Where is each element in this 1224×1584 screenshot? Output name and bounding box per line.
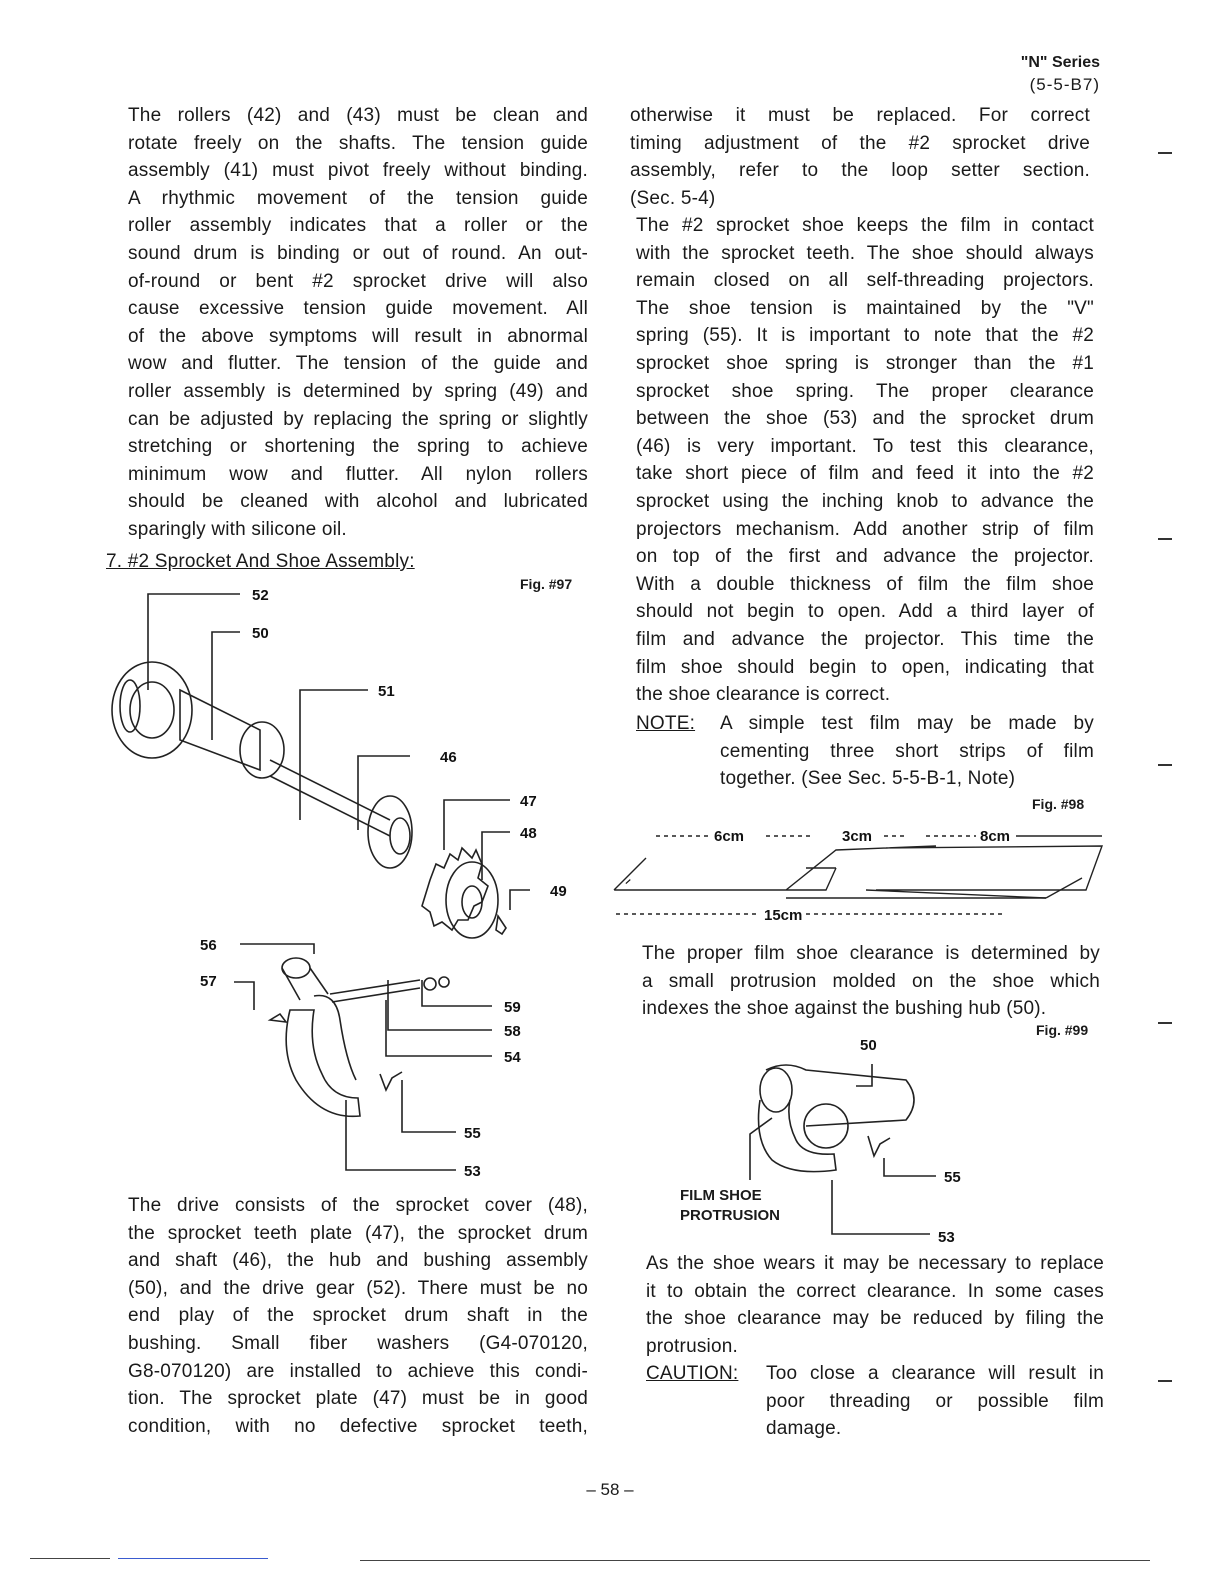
text-line: The #2 sprocket shoe keeps the film in contact <box>636 215 1094 236</box>
dim-6cm: 6cm <box>714 828 745 845</box>
text-line: tion. The sprocket plate (47) must be in good <box>128 1388 588 1410</box>
caution-block <box>646 1360 1104 1443</box>
bottom-rule <box>360 1560 1150 1561</box>
margin-mark <box>1158 1380 1172 1382</box>
text-line: The rollers (42) and (43) must be clean and <box>128 105 588 126</box>
dim-8cm: 8cm <box>980 828 1011 845</box>
leader-55 <box>402 1080 456 1132</box>
section-code: (5-5-B7) <box>1029 75 1100 94</box>
text-line: cementing three short strips of film <box>720 740 1094 762</box>
text-line: damage. <box>766 1418 842 1440</box>
text-line: timing adjustment of the #2 sprocket drive <box>630 132 1090 154</box>
text-line: (Sec. 5-4) <box>630 187 716 209</box>
callout-59: 59 <box>504 999 521 1016</box>
text-line: take short piece of film and feed it into the #2 <box>636 463 1094 485</box>
text-line: should be cleaned with alcohol and lubricated <box>128 491 588 513</box>
callout-47: 47 <box>520 793 537 810</box>
callout-53: 53 <box>464 1163 481 1180</box>
callout-54: 54 <box>504 1049 521 1066</box>
text-line: of the above symptoms will result in abnormal <box>128 325 588 347</box>
text-line: minimum wow and flutter. All nylon rollers <box>128 463 588 485</box>
callout-55: 55 <box>464 1125 481 1142</box>
text-line: wow and flutter. The tension of the guide and <box>128 353 588 375</box>
right-paragraph-2 <box>636 212 1094 709</box>
callout-48: 48 <box>520 825 537 842</box>
text-line: assembly (41) must pivot freely without binding. <box>128 160 588 182</box>
bottom-rule <box>30 1558 110 1559</box>
leader-47 <box>444 800 510 850</box>
leader-54 <box>386 1000 492 1056</box>
text-line: rotate freely on the shafts. The tension guide <box>128 132 588 154</box>
text-line: and shaft (46), the hub and bushing assembly <box>128 1250 588 1272</box>
callout-53: 53 <box>938 1229 955 1246</box>
text-line: sparingly with silicone oil. <box>128 518 347 540</box>
text-line: projectors mechanism. Add another strip of film <box>636 518 1094 540</box>
v-spring <box>868 1136 890 1156</box>
left-paragraph-2 <box>128 1192 588 1440</box>
heading-text: 7. #2 Sprocket And Shoe Assembly: <box>106 551 415 572</box>
text-line: protrusion. <box>646 1335 738 1357</box>
text-line: The shoe tension is maintained by the "V" <box>636 297 1094 319</box>
leader-protrusion <box>750 1118 772 1180</box>
fig98-label: Fig. #98 <box>1032 796 1085 812</box>
leader-53 <box>832 1180 930 1234</box>
text-line: G8-070120) are installed to achieve this condi- <box>128 1360 588 1382</box>
text-line: cause excessive tension guide movement. All <box>128 298 588 320</box>
leader-59 <box>422 980 492 1006</box>
text-line: film shoe should begin to open, indicating that <box>636 656 1094 678</box>
callout-55: 55 <box>944 1169 961 1186</box>
text-line: sound drum is binding or out of round. An out- <box>128 242 588 264</box>
right-paragraph-3 <box>642 940 1100 1023</box>
left-paragraph-1 <box>128 102 588 544</box>
text-line: the shoe clearance may be reduced by filing the <box>646 1308 1104 1330</box>
leader-48 <box>482 832 510 880</box>
text-line: poor threading or possible film <box>766 1390 1104 1412</box>
text-line: a small protrusion molded on the shoe which <box>642 970 1100 992</box>
text-line: assembly, refer to the loop setter section. <box>630 160 1090 182</box>
text-line: stretching or shortening the spring to achieve <box>128 436 588 458</box>
callout-51: 51 <box>378 683 395 700</box>
text-line: A rhythmic movement of the tension guide <box>128 187 588 209</box>
leader-52 <box>148 594 240 690</box>
text-line: the sprocket teeth plate (47), the sprocket drum <box>128 1222 588 1244</box>
text-line: end play of the sprocket drum shaft in the <box>128 1305 588 1327</box>
bottom-rule-blue <box>118 1558 268 1559</box>
text-line: it to obtain the correct clearance. In some cases <box>646 1280 1104 1302</box>
text-line: between the shoe (53) and the sprocket drum <box>636 408 1094 430</box>
leader-57 <box>234 982 254 1010</box>
text-line: sprocket shoe spring is stronger than the #1 <box>636 352 1094 374</box>
text-line: the shoe clearance is correct. <box>636 684 891 706</box>
text-line: (50), and the drive gear (52). There must be no <box>128 1277 588 1299</box>
v-spring <box>380 1072 402 1090</box>
text-line: condition, with no defective sprocket teeth, <box>128 1415 588 1437</box>
text-line: remain closed on all self-threading projectors. <box>636 270 1094 292</box>
text-line: A simple test film may be made by <box>720 713 1094 734</box>
text-line: Too close a clearance will result in <box>766 1363 1104 1384</box>
hub-bushing <box>240 722 284 778</box>
leader-58 <box>388 980 492 1030</box>
leader-56 <box>240 944 314 954</box>
text-line: roller assembly indicates that a roller or the <box>128 215 588 237</box>
callout-57: 57 <box>200 973 217 990</box>
margin-mark <box>1158 1022 1172 1024</box>
callout-46: 46 <box>440 749 457 766</box>
leader-55 <box>884 1158 936 1176</box>
sprocket-cover <box>446 862 498 938</box>
margin-mark <box>1158 764 1172 766</box>
text-line: The proper film shoe clearance is determined by <box>642 943 1100 964</box>
screw-57 <box>270 1014 286 1022</box>
text-line: with the sprocket teeth. The shoe should always <box>636 242 1094 264</box>
caution-label: CAUTION: <box>646 1363 739 1384</box>
callout-58: 58 <box>504 1023 521 1040</box>
margin-mark <box>1158 152 1172 154</box>
callout-56: 56 <box>200 937 217 954</box>
note-block <box>636 710 1094 793</box>
text-line: As the shoe wears it may be necessary to replace <box>646 1253 1104 1274</box>
screw <box>496 916 506 934</box>
leader-53 <box>346 1100 456 1170</box>
callout-49: 49 <box>550 883 567 900</box>
text-line: on top of the first and advance the projector. <box>636 546 1094 568</box>
film-shoe-protrusion-label <box>680 1186 780 1226</box>
film-strips <box>614 846 1102 898</box>
leader-49 <box>510 890 530 910</box>
text-line: film and advance the projector. This time the <box>636 628 1094 650</box>
text-line: of-round or bent #2 sprocket drive will also <box>128 270 588 292</box>
text-line: With a double thickness of film the film shoe <box>636 573 1094 595</box>
svg-text:ᐟ: ᐟ <box>624 877 630 891</box>
note-label: NOTE: <box>636 713 696 734</box>
fig99-label: Fig. #99 <box>1036 1022 1089 1038</box>
text-line: should not begin to open. Add a third layer of <box>636 601 1094 623</box>
right-paragraph-4 <box>646 1250 1104 1360</box>
callout-50: 50 <box>252 625 269 642</box>
text-line: sprocket using the inching knob to advance the <box>636 490 1094 512</box>
callout-50: 50 <box>860 1037 877 1054</box>
series-label: "N" Series <box>1020 54 1100 71</box>
fig97-label: Fig. #97 <box>520 576 573 592</box>
callout-52: 52 <box>252 587 269 604</box>
page-header <box>900 52 1100 96</box>
dim-15cm: 15cm <box>764 907 803 924</box>
text-line: indexes the shoe against the bushing hub (50). <box>642 998 1047 1020</box>
fig97-diagram <box>100 580 600 1190</box>
label-line: FILM SHOE <box>680 1187 762 1204</box>
page-number: – 58 – <box>586 1480 634 1499</box>
section-heading <box>106 548 506 576</box>
leader-50 <box>212 632 240 740</box>
text-line: can be adjusted by replacing the spring or slightly <box>128 408 588 430</box>
text-line: roller assembly is determined by spring (49) and <box>128 380 588 402</box>
text-line: (46) is very important. To test this clearance, <box>636 435 1094 457</box>
text-line: sprocket shoe spring. The proper clearance <box>636 380 1094 402</box>
text-line: together. (See Sec. 5-5-B-1, Note) <box>720 768 1016 790</box>
bushing-hub <box>766 1065 914 1126</box>
dim-3cm: 3cm <box>842 828 873 845</box>
margin-mark <box>1158 538 1172 540</box>
text-line: bushing. Small fiber washers (G4-070120, <box>128 1332 588 1354</box>
right-paragraph-1 <box>630 102 1090 212</box>
text-line: otherwise it must be replaced. For correct <box>630 105 1090 126</box>
text-line: spring (55). It is important to note that the #2 <box>636 325 1094 347</box>
text-line: The drive consists of the sprocket cover (48), <box>128 1195 588 1216</box>
label-line: PROTRUSION <box>680 1207 781 1224</box>
fig98-diagram <box>606 818 1106 928</box>
